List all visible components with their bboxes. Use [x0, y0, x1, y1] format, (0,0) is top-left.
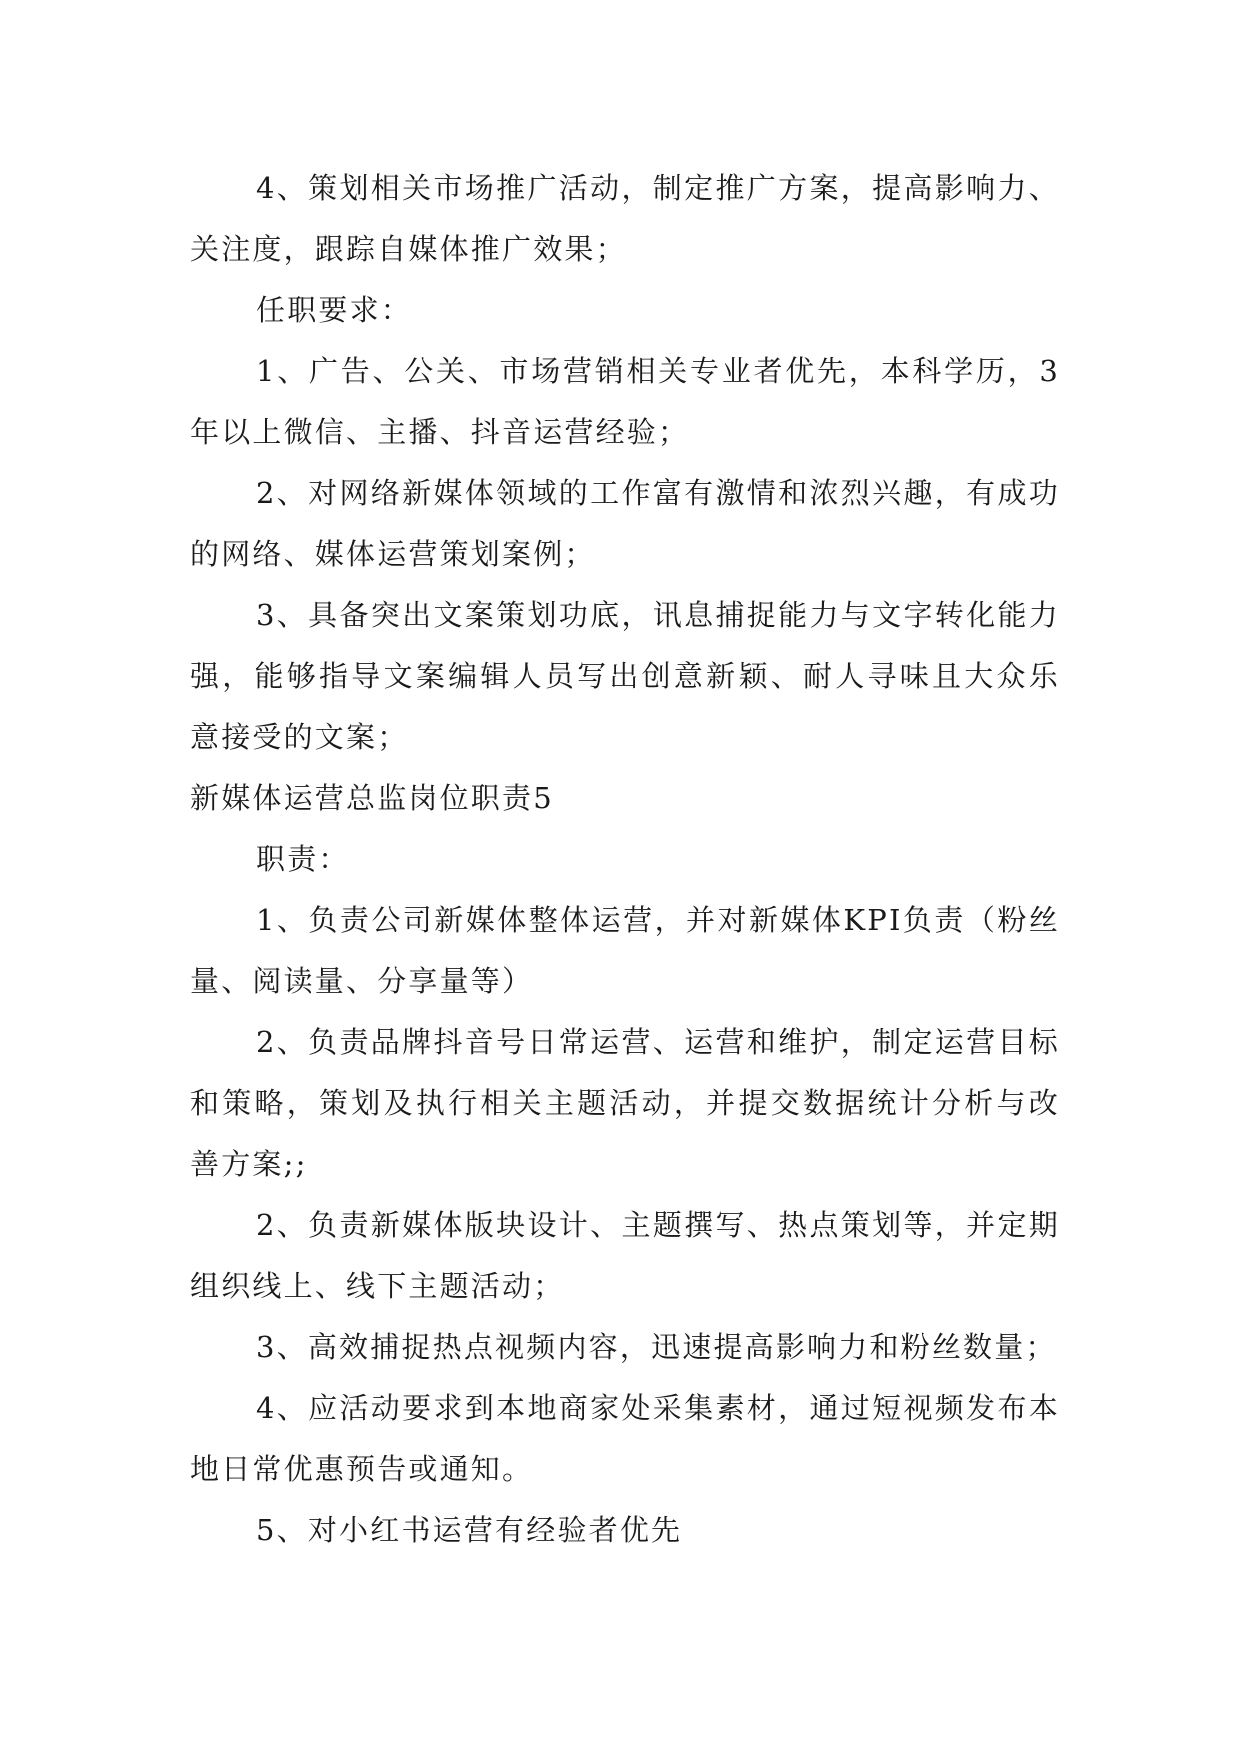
- duty-item-4b: 4、应活动要求到本地商家处采集素材，通过短视频发布本地日常优惠预告或通知。: [190, 1391, 1060, 1486]
- section-title: 新媒体运营总监岗位职责5: [190, 781, 554, 815]
- duty-item-5: 5、对小红书运营有经验者优先: [256, 1513, 683, 1547]
- duty-item-1: 1、负责公司新媒体整体运营，并对新媒体KPI负责（粉丝量、阅读量、分享量等）: [190, 903, 1060, 998]
- requirement-item-3: 3、具备突出文案策划功底，讯息捕捉能力与文字转化能力强，能够指导文案编辑人员写出创意新颖、耐人寻味且大众乐意接受的文案；: [190, 598, 1060, 754]
- duty-item-2b: 2、负责新媒体版块设计、主题撰写、热点策划等，并定期组织线上、线下主题活动；: [190, 1208, 1060, 1303]
- requirement-item-1: 1、广告、公关、市场营销相关专业者优先，本科学历，3年以上微信、主播、抖音运营经验；: [190, 354, 1060, 449]
- duty-item-4: 4、策划相关市场推广活动，制定推广方案，提高影响力、关注度，跟踪自媒体推广效果；: [190, 171, 1060, 266]
- document-body: [190, 158, 1060, 1561]
- duty-item-3: 3、高效捕捉热点视频内容，迅速提高影响力和粉丝数量；: [256, 1330, 1057, 1364]
- requirement-item-2: 2、对网络新媒体领域的工作富有激情和浓烈兴趣，有成功的网络、媒体运营策划案例；: [190, 476, 1060, 571]
- duties-label: 职责：: [256, 842, 350, 876]
- duty-item-2a: 2、负责品牌抖音号日常运营、运营和维护，制定运营目标和策略，策划及执行相关主题活动，并提交数据统计分析与改善方案;;: [190, 1025, 1060, 1181]
- requirements-label: 任职要求：: [256, 293, 413, 327]
